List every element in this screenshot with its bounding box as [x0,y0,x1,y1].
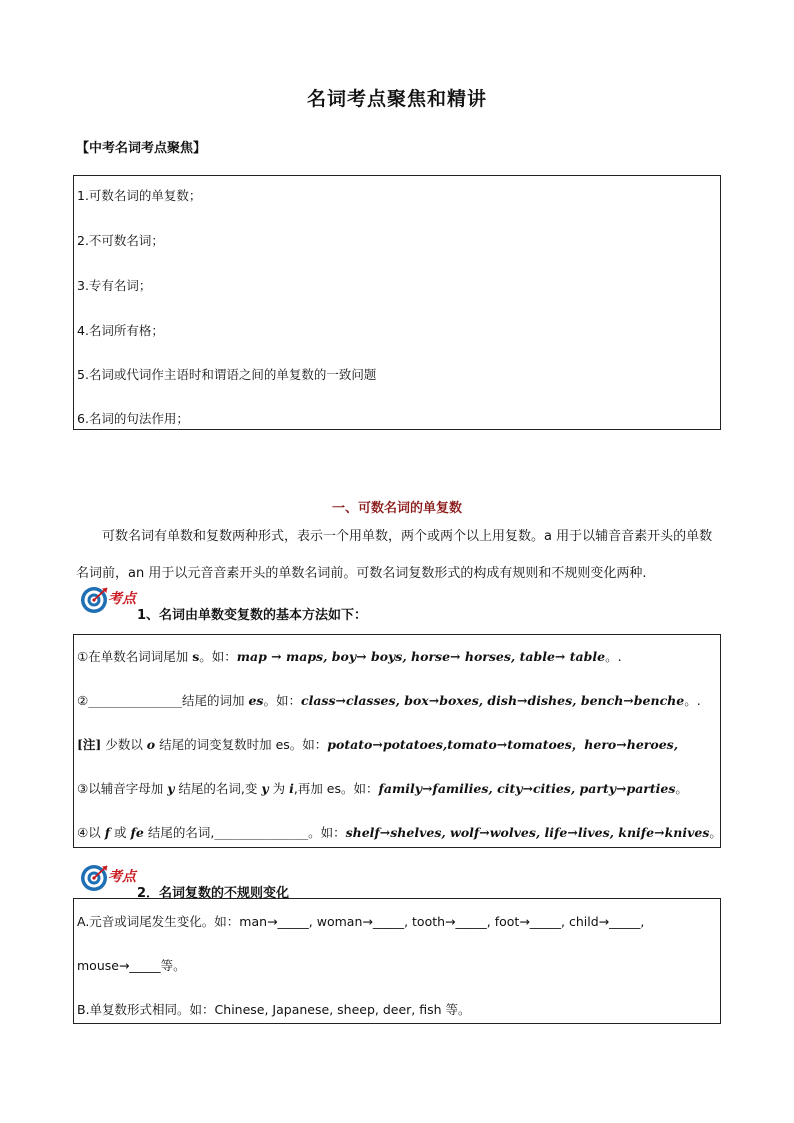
page-title: 名词考点聚焦和精讲 [306,88,487,110]
key-point-badge [80,585,142,615]
section-paragraph: 可数名词有单数和复数两种形式，表示一个用单数，两个或两个以上用复数。a 用于以辅音音素开头的单数名词前，an 用于以元音音素开头的单数名词前。可数名词复数形式的构成有规则和不规则变化两种. [76,529,713,581]
irregular-row-b: B.单复数形式相同。如：Chinese, Japanese, sheep, deer, fish 等。 [77,1002,471,1017]
target-icon [80,585,110,615]
focus-list-box [73,175,721,430]
badge-label: 考点 [108,869,136,885]
rule-note-row: [注] 少数以 o 结尾的词变复数时加 es。如：potato→potatoes,tomato→tomatoes，hero→heroes, [77,737,679,752]
target-icon [80,863,110,893]
badge-label: 考点 [108,591,136,607]
rule-row-3: ③以辅音字母加 y 结尾的名词,变 y 为 i,再加 es。如：family→families, city→cities, party→parties。 [77,781,688,796]
blank-line: _______________ [214,825,309,840]
key-point-1-heading: 1、名词由单数变复数的基本方法如下： [137,608,368,623]
blank-line: _______________ [88,693,182,708]
focus-item-3: 3.专有名词； [77,278,152,293]
focus-item-5: 5.名词或代词作主语时和谓语之间的单复数的一致问题 [77,367,377,382]
irregular-row-a: A.元音或词尾发生变化。如：man→_____, woman→_____, tooth→_____, foot→_____, child→_____, [77,914,645,929]
rules-box [73,634,721,848]
rule-row-1: ①在单数名词词尾加 s。如：map → maps, boy→ boys, horse→ horses, table→ table。. [77,649,622,664]
irregular-box [73,898,721,1024]
irregular-row-a-cont: mouse→_____等。 [77,958,186,973]
focus-item-4: 4.名词所有格； [77,323,164,338]
section-title: 一、可数名词的单复数 [331,501,462,516]
key-point-badge [80,863,142,893]
focus-item-1: 1.可数名词的单复数； [77,188,202,203]
rule-row-4: ④以 f 或 fe 结尾的名词,_______________。如：shelf→shelves, wolf→wolves, life→lives, knife→knives。 [77,825,722,840]
focus-heading: 【中考名词考点聚焦】 [76,141,207,156]
focus-item-2: 2.不可数名词； [77,233,164,248]
rule-row-2: ②_______________结尾的词加 es。如：class→classes, box→boxes, dish→dishes, bench→benche。. [77,693,701,708]
key-point-2-heading: 2．名词复数的不规则变化 [137,886,290,901]
focus-item-6: 6.名词的句法作用； [77,411,189,426]
